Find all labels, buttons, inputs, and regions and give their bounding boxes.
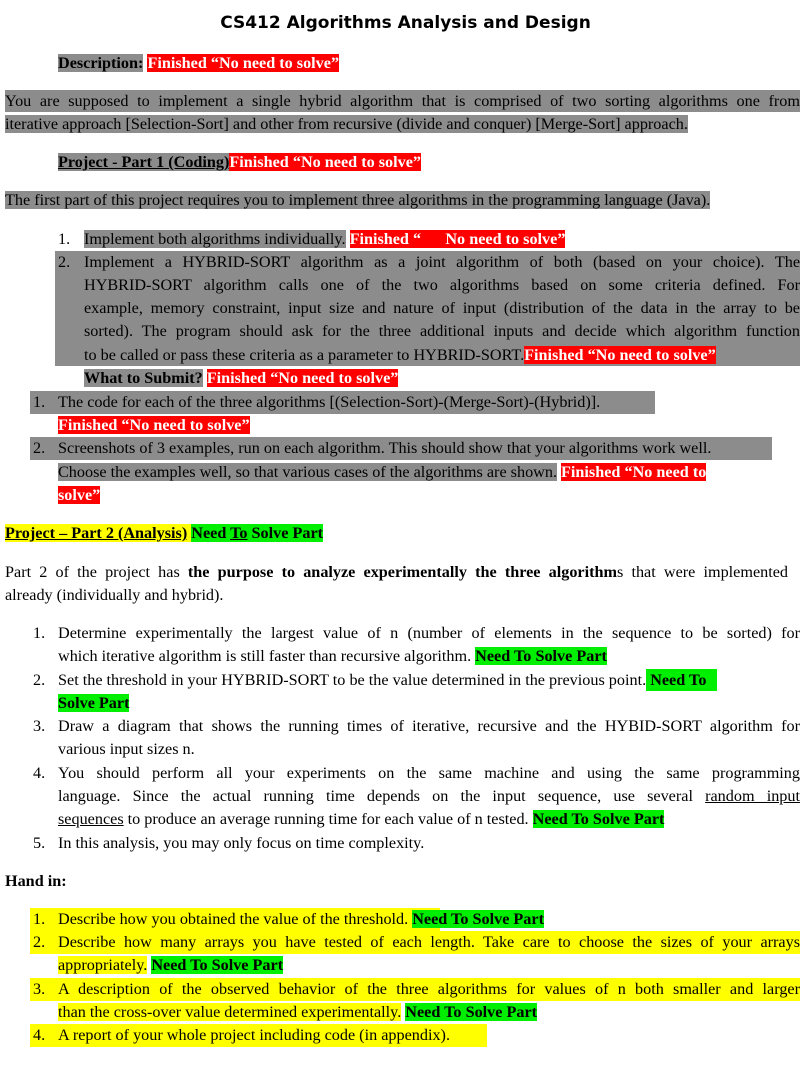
status-badge: Finished “No need to solve” <box>206 369 399 387</box>
description-line: You are supposed to implement a single hybrid algorithm that is comprised of two sorting algorithms one from <box>5 92 800 110</box>
list-item <box>58 669 717 691</box>
part2-heading <box>5 522 323 544</box>
part1-heading <box>58 151 421 173</box>
status-badge: Need To Solve Part <box>405 1003 538 1021</box>
handin-heading: Hand in: <box>5 872 67 890</box>
list-item-text: Describe how you obtained the value of the threshold. <box>58 910 409 928</box>
list-item-text: Implement a HYBRID-SORT algorithm as a joint algorithm of both (based on your choice). The <box>84 253 800 271</box>
list-number: 4. <box>33 1026 46 1044</box>
list-number: 1. <box>33 624 46 642</box>
list-item-text: A description of the observed behavior of the three algorithms for values of n both smaller and larger <box>58 980 800 998</box>
list-item-text: Draw a diagram that shows the running times of iterative, recursive and the HYBID-SORT algorithm for <box>58 717 800 735</box>
document-title: CS412 Algorithms Analysis and Design <box>220 13 591 33</box>
list-number: 3. <box>33 717 46 735</box>
list-item-text: to be called or pass these criteria as a parameter to HYBRID-SORT. <box>84 346 525 364</box>
list-item: language. Since the actual running time depends on the input sequence, use several random input <box>58 787 800 805</box>
list-item-text: Screenshots of 3 examples, run on each algorithm. This should show that your algorithms work well. <box>58 439 712 457</box>
status-badge: Need To Solve Part <box>151 956 284 974</box>
list-item-text: than the cross-over value determined experimentally. <box>58 1003 402 1021</box>
status-badge: Need To Solve Part <box>191 524 324 542</box>
submit-heading <box>84 367 398 389</box>
list-number: 2. <box>33 439 46 457</box>
part1-title: Project - Part 1 (Coding) <box>58 153 230 171</box>
list-number: 4. <box>33 764 46 782</box>
list-number: 2. <box>33 671 46 689</box>
status-badge: Need To <box>646 669 717 691</box>
list-item-text: appropriately. <box>58 956 148 974</box>
list-number: 5. <box>33 834 46 852</box>
status-badge: Need To Solve Part <box>412 910 544 928</box>
description-heading <box>58 52 339 74</box>
status-badge: Solve Part <box>58 694 130 712</box>
list-item <box>58 645 607 667</box>
list-item-text: Choose the examples well, so that various cases of the algorithms are shown. <box>58 463 557 481</box>
status-badge: Need To Solve Part <box>532 810 665 828</box>
part2-intro-line2: already (individually and hybrid). <box>5 586 224 604</box>
list-item <box>58 461 706 483</box>
list-item-text: Implement both algorithms individually. <box>84 230 346 248</box>
description-line: iterative approach [Selection-Sort] and other from recursive (divide and conquer) [Merge-Sort] approach. <box>5 115 688 133</box>
status-badge: solve” <box>58 486 101 504</box>
status-badge: Finished “No need to solve” <box>147 54 340 72</box>
list-item-text: HYBRID-SORT algorithm calls one of the two algorithms based on some criteria defined. For <box>84 276 800 294</box>
list-number: 2. <box>58 253 71 271</box>
list-item-text: sorted). The program should ask for the three additional inputs and decide which algorithm function <box>84 322 800 340</box>
list-item-text: Set the threshold in your HYBRID-SORT to be the value determined in the previous point. <box>58 671 647 689</box>
description-label: Description: <box>58 54 144 72</box>
list-number: 2. <box>33 933 46 951</box>
list-item-text: You should perform all your experiments on the same machine and using the same programming <box>58 764 800 782</box>
list-number: 3. <box>33 980 46 998</box>
status-badge: Finished “ No need to solve” <box>349 230 566 248</box>
list-item-text: A report of your whole project including code (in appendix). <box>58 1026 450 1044</box>
status-badge: Finished “No need to solve” <box>229 153 421 171</box>
list-item <box>58 908 544 930</box>
list-item-text: Determine experimentally the largest value of n (number of elements in the sequence to be sorted) for <box>58 624 800 642</box>
status-badge: Finished “No need to <box>561 463 707 481</box>
part1-intro: The first part of this project requires you to implement three algorithms in the programming language (Java). <box>5 191 711 209</box>
list-item-text: example, memory constraint, input size and nature of input (distribution of the data in the array to be <box>84 299 800 317</box>
list-item <box>84 228 565 250</box>
list-item <box>58 954 283 976</box>
submit-label: What to Submit? <box>84 369 203 387</box>
list-number: 1. <box>33 393 46 411</box>
list-item-text: various input sizes n. <box>58 740 195 758</box>
list-number: 1. <box>33 910 46 928</box>
part2-intro: Part 2 of the project has the purpose to analyze experimentally the three algorithms that were implemented <box>5 563 788 581</box>
status-badge: Finished “No need to solve” <box>524 346 716 364</box>
status-badge: Finished “No need to solve” <box>58 416 250 434</box>
list-item <box>58 1001 537 1023</box>
list-item-text: which iterative algorithm is still faster than recursive algorithm. <box>58 647 472 665</box>
list-item: sequences to produce an average running time for each value of n tested. Need To Solve Part <box>58 810 665 828</box>
list-item-text: The code for each of the three algorithms [(Selection-Sort)-(Merge-Sort)-(Hybrid)]. <box>58 393 601 411</box>
list-item-text: In this analysis, you may only focus on time complexity. <box>58 834 425 852</box>
list-item <box>84 344 716 366</box>
list-item-text: Describe how many arrays you have tested of each length. Take care to choose the sizes of your arrays <box>58 933 800 951</box>
status-badge: Need To Solve Part <box>475 647 607 665</box>
part2-title: Project – Part 2 (Analysis) <box>5 524 188 542</box>
list-number: 1. <box>58 230 71 248</box>
